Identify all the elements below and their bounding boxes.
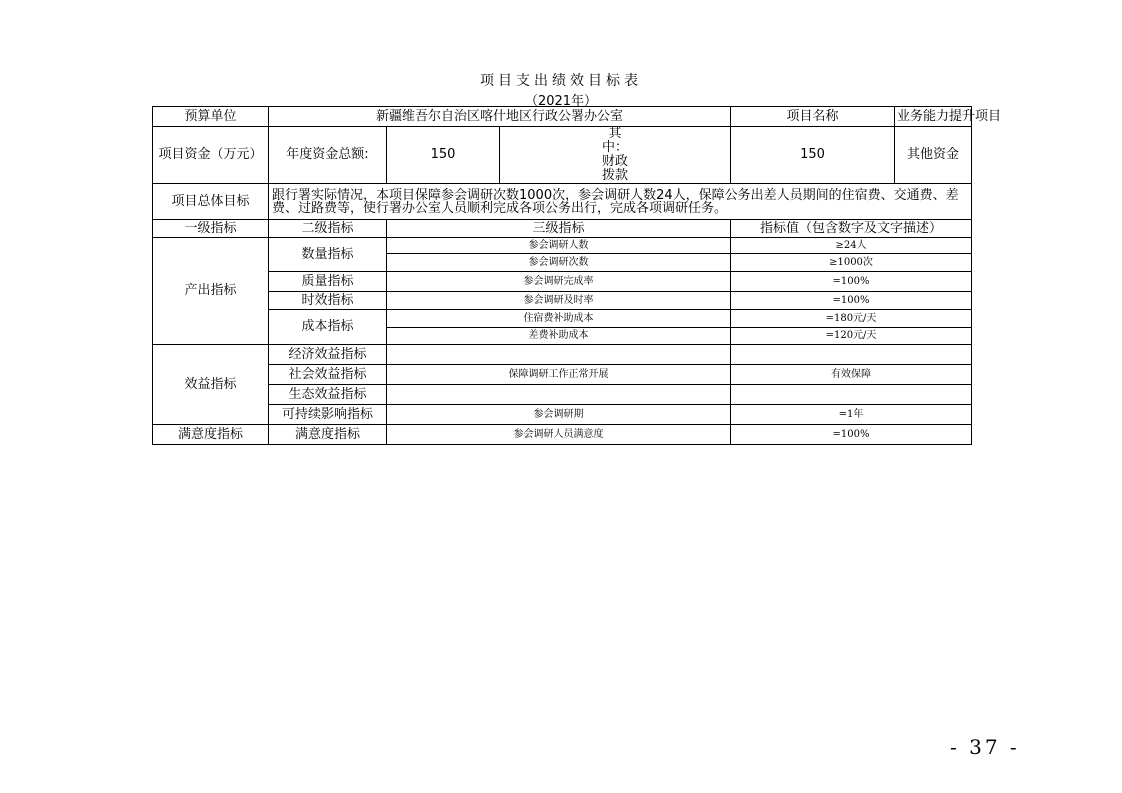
table-row — [153, 345, 972, 365]
level3-header: 三级指标 — [387, 220, 731, 238]
table-row — [153, 238, 972, 254]
indicator-name: 参会调研期 — [387, 405, 731, 425]
table-row — [153, 385, 972, 405]
table-row — [153, 292, 972, 310]
level1-header: 一级指标 — [153, 220, 269, 238]
quantity-indicator-label: 数量指标 — [269, 238, 387, 272]
indicator-name: 差费补助成本 — [387, 328, 731, 345]
budget-unit-value: 新疆维吾尔自治区喀什地区行政公署办公室 — [269, 107, 731, 127]
annual-total-label: 年度资金总额: — [269, 127, 387, 184]
economic-benefit-label: 经济效益指标 — [269, 345, 387, 365]
budget-unit-label: 预算单位 — [153, 107, 269, 127]
table-row — [153, 405, 972, 425]
indicator-name: 参会调研人数 — [387, 238, 731, 254]
table-row — [153, 365, 972, 385]
indicator-value: 有效保障 — [731, 365, 972, 385]
quality-indicator-label: 质量指标 — [269, 272, 387, 292]
indicator-name: 参会调研次数 — [387, 254, 731, 272]
indicator-value — [731, 385, 972, 405]
indicator-name — [387, 345, 731, 365]
indicator-name: 参会调研人员满意度 — [387, 425, 731, 445]
satisfaction-sub-label: 满意度指标 — [269, 425, 387, 445]
indicator-name — [387, 385, 731, 405]
table-row — [153, 310, 972, 328]
fiscal-funds-label: 其中：财政拨款 — [500, 127, 731, 184]
table-title: 项目支出绩效目标表 — [480, 73, 642, 89]
budget-unit-row — [153, 107, 972, 127]
indicator-value: =100% — [731, 272, 972, 292]
indicator-value: =1年 — [731, 405, 972, 425]
indicator-value: =100% — [731, 425, 972, 445]
social-benefit-label: 社会效益指标 — [269, 365, 387, 385]
performance-target-table — [152, 106, 1002, 445]
funds-row — [153, 127, 972, 184]
table-row — [153, 272, 972, 292]
overall-goal-label: 项目总体目标 — [153, 184, 269, 220]
indicator-name: 保障调研工作正常开展 — [387, 365, 731, 385]
benefit-indicator-label: 效益指标 — [153, 345, 269, 425]
funds-label: 项目资金（万元） — [153, 127, 269, 184]
indicator-name: 住宿费补助成本 — [387, 310, 731, 328]
indicator-value: =100% — [731, 292, 972, 310]
indicator-name: 参会调研及时率 — [387, 292, 731, 310]
indicator-value: =180元/天 — [731, 310, 972, 328]
cost-indicator-label: 成本指标 — [269, 310, 387, 345]
project-name-label: 项目名称 — [731, 107, 895, 127]
table-year: （2021年） — [524, 94, 598, 109]
ecological-benefit-label: 生态效益指标 — [269, 385, 387, 405]
indicator-value: ≥24人 — [731, 238, 972, 254]
level2-header: 二级指标 — [269, 220, 387, 238]
indicator-value: ≥1000次 — [731, 254, 972, 272]
indicator-value — [731, 345, 972, 365]
fiscal-funds-value: 150 — [731, 127, 895, 184]
overall-goal-text: 跟行署实际情况，本项目保障参会调研次数1000次，参会调研人数24人，保障公务出差人员期间的住宿费、交通费、差费、过路费等，使行署办公室人员顺利完成各项公务出行，完成各项调研任务。 — [269, 184, 972, 220]
indicator-value: =120元/天 — [731, 328, 972, 345]
table-row — [153, 425, 972, 445]
satisfaction-indicator-label: 满意度指标 — [153, 425, 269, 445]
other-funds-label: 其他资金 — [895, 127, 972, 184]
timeliness-indicator-label: 时效指标 — [269, 292, 387, 310]
project-name-value: 业务能力提升项目 — [895, 107, 972, 127]
column-header-row — [153, 220, 972, 238]
annual-total-value: 150 — [387, 127, 500, 184]
sustainable-impact-label: 可持续影响指标 — [269, 405, 387, 425]
indicator-name: 参会调研完成率 — [387, 272, 731, 292]
output-indicator-label: 产出指标 — [153, 238, 269, 345]
page-number: - 37 - — [950, 735, 1020, 759]
overall-goal-row — [153, 184, 972, 220]
value-header: 指标值（包含数字及文字描述） — [731, 220, 972, 238]
